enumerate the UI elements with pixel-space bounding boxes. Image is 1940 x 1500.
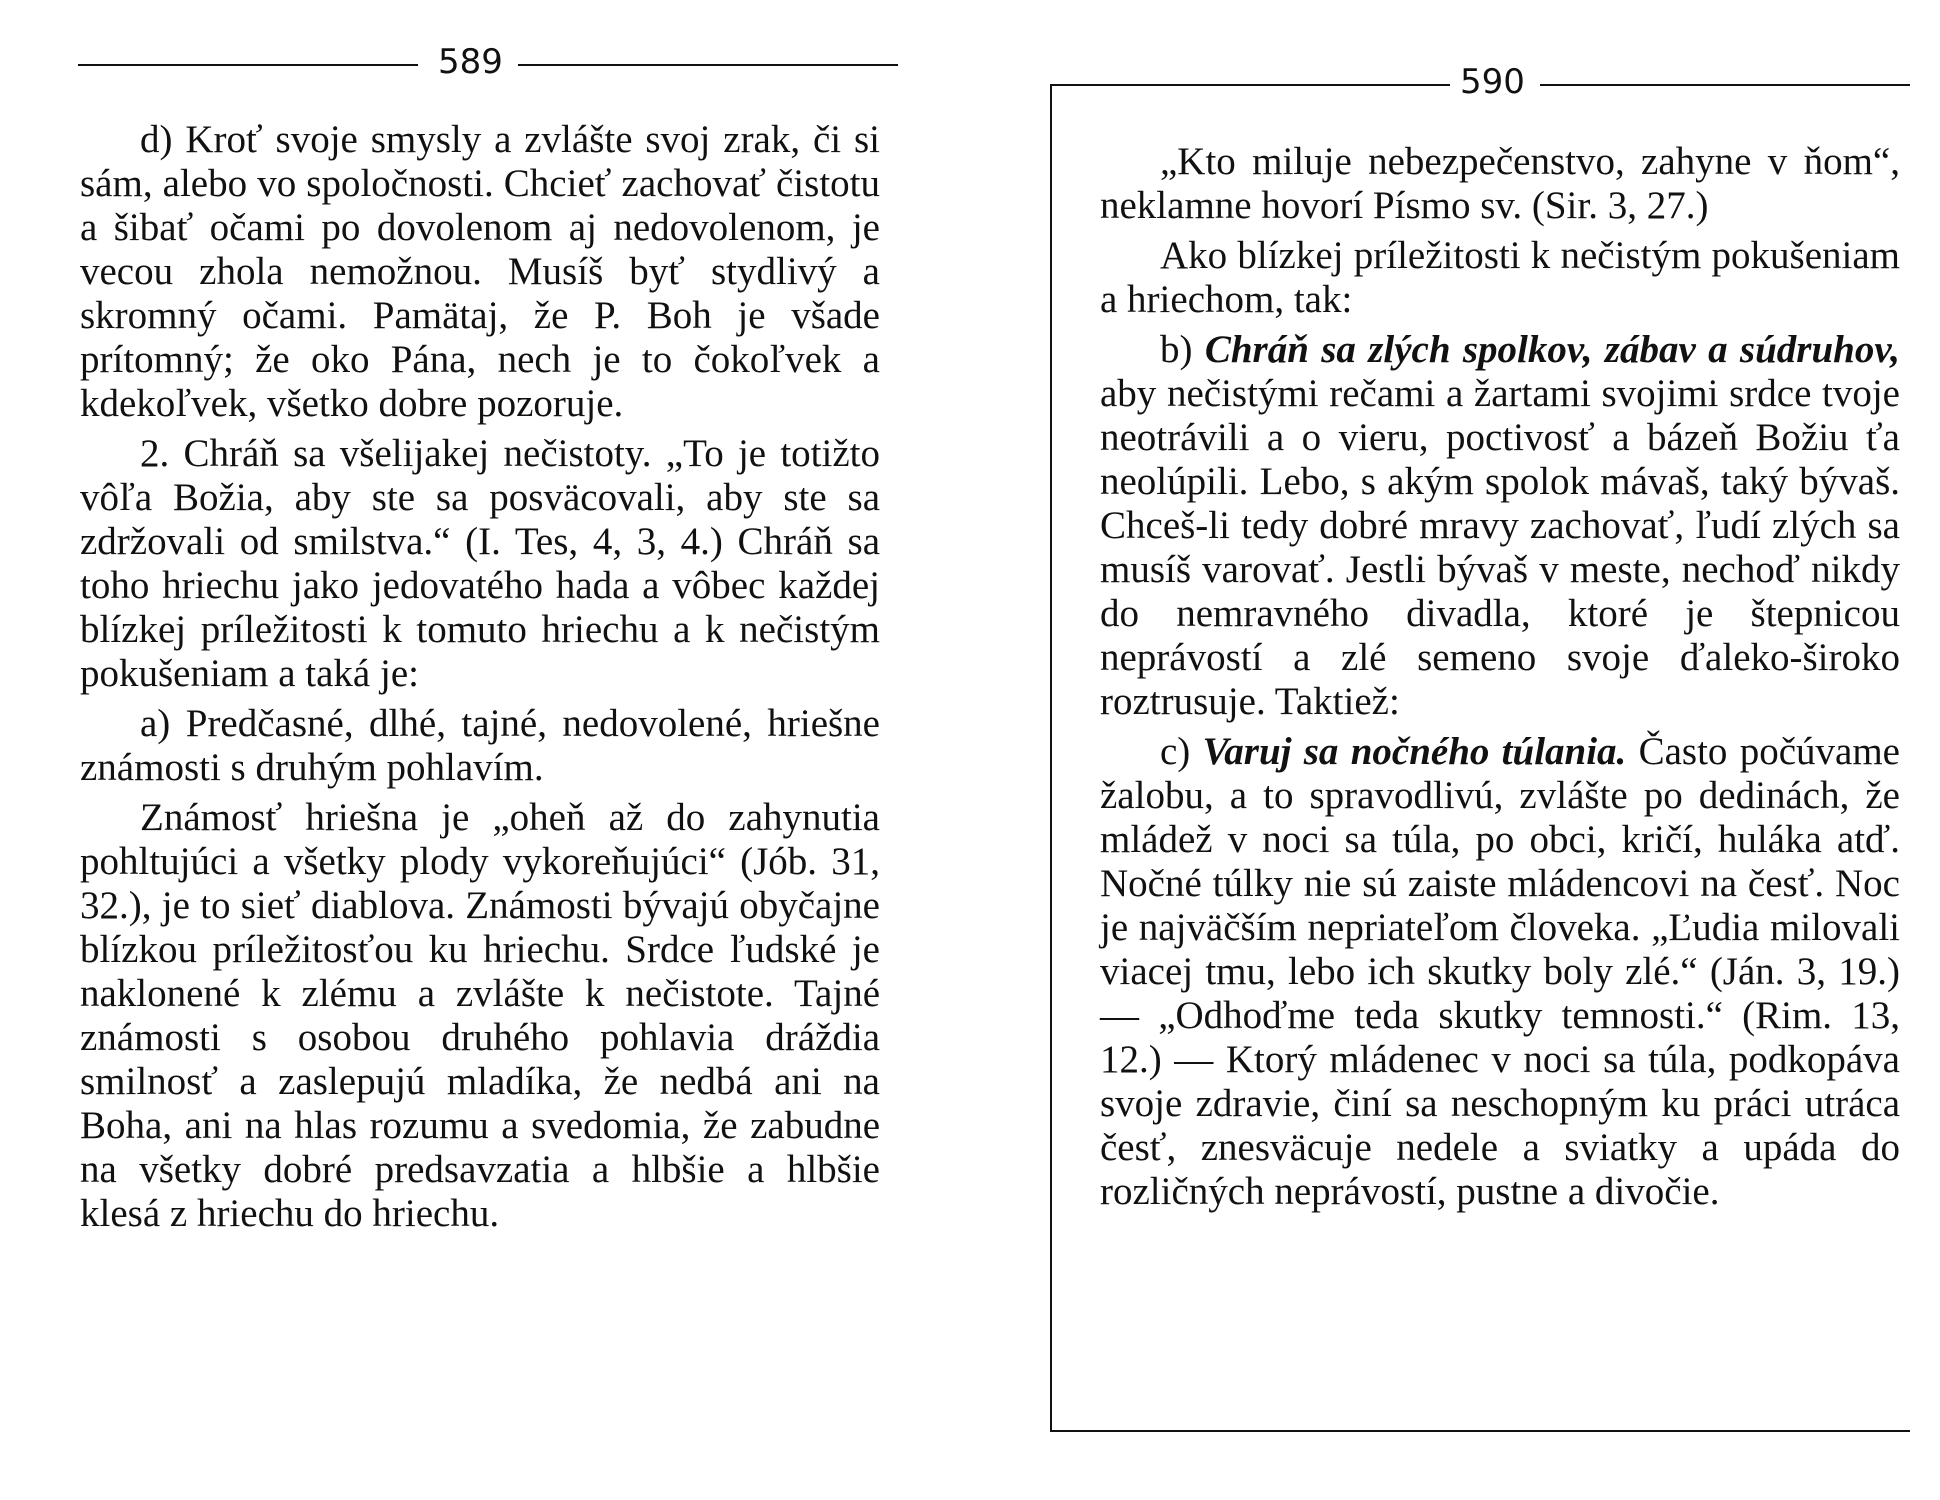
paragraph-ako: Ako blízkej príležitosti k nečistým pokušeniam a hriechom, tak: (1100, 234, 1900, 321)
paragraph-znamost: Známosť hriešna je „oheň až do zahynutia pohltujúci a všetky plody vykoreňujúci“ (Jób. 31, 32.), je to sieť diablova. Známosti bývajú obyčajne blízkou príležitosťou ku hriechu. Srdce ľudské je naklonené k zlému a zvlášte k nečistote. Tajné známosti s osobou druhého pohlavia dráždia smilnosť a zaslepujú mladíka, že nedbá ani na Boha, ani na hlas rozumu a svedomia, že zabudne na všetky dobré predsavzatia a hlbšie a hlbšie klesá z hriechu do hriechu. (80, 796, 880, 1235)
page-number-left: 589 (438, 42, 503, 82)
paragraph-2: 2. Chráň sa všelijakej nečistoty. „To je totižto vôľa Božia, aby ste sa posväcovali, aby ste sa zdržovali od smilstva.“ (I. Tes, 4, 3, 4.) Chráň sa toho hriechu jako jedovatého hada a vôbec každej blízkej príležitosti k tomuto hriechu a k nečistým pokušeniam a taká je: (80, 432, 880, 695)
paragraph-c-label: c) (1160, 730, 1203, 773)
paragraph-c (1100, 730, 1900, 1214)
left-page-body (80, 118, 880, 1242)
paragraph-d: d) Kroť svoje smysly a zvlášte svoj zrak, či si sám, alebo vo spoločnosti. Chcieť zachovať čistotu a šibať očami po dovolenom aj nedovolenom, je vecou zhola nemožnou. Musíš byť stydlivý a skromný očami. Pamätaj, že P. Boh je všade prítomný; že oko Pána, nech je to čokoľvek a kdekoľvek, všetko dobre pozoruje. (80, 118, 880, 425)
header-rule-right (1540, 84, 1910, 86)
page-frame-bottom-border (1050, 1430, 1910, 1432)
paragraph-b-text: aby nečistými rečami a žartami svojimi srdce tvoje neotrávili a o vieru, poctivosť a bázeň Božiu ťa neolúpili. Lebo, s akým spolok mávaš, taký bývaš. Chceš-li tedy dobré mravy zachovať, ľudí zlých sa musíš varovať. Jestli bývaš v meste, nechoď nikdy do nemravného divadla, ktoré je štepnicou neprávostí a zlé semeno svoje ďaleko-široko roztrusuje. Taktiež: (1100, 372, 1900, 723)
paragraph-quote: „Kto miluje nebezpečenstvo, zahyne v ňom“, neklamne hovorí Písmo sv. (Sir. 3, 27.) (1100, 140, 1900, 227)
right-page-body (1100, 140, 1900, 1220)
header-rule-left (78, 64, 418, 66)
header-rule-right (518, 64, 898, 66)
right-page-header (1050, 62, 1910, 102)
paragraph-c-heading: Varuj sa nočného túlania. (1202, 730, 1627, 773)
page-frame-left-border (1050, 85, 1052, 1430)
paragraph-b (1100, 328, 1900, 724)
paragraph-b-label: b) (1160, 328, 1205, 371)
left-page-header (78, 42, 898, 82)
header-rule-left (1050, 84, 1450, 86)
paragraph-b-heading: Chráň sa zlých spolkov, zábav a súdruhov, (1204, 328, 1900, 371)
paragraph-a: a) Predčasné, dlhé, tajné, nedovolené, hriešne známosti s druhým pohlavím. (80, 702, 880, 789)
page-number-right: 590 (1460, 62, 1525, 102)
paragraph-c-text: Často počúvame žalobu, a to spravodlivú, zvlášte po dedinách, že mládež v noci sa túla, po obci, kričí, huláka atď. Nočné túlky nie sú zaiste mládencovi na česť. Noc je najväčším nepriateľom človeka. „Ľudia milovali viacej tmu, lebo ich skutky boly zlé.“ (Ján. 3, 19.) — „Odhoďme teda skutky temnosti.“ (Rim. 13, 12.) — Ktorý mládenec v noci sa túla, podkopáva svoje zdravie, činí sa neschopným ku práci utráca česť, znesväcuje nedele a sviatky a upáda do rozličných neprávostí, pustne a divočie. (1100, 730, 1900, 1213)
